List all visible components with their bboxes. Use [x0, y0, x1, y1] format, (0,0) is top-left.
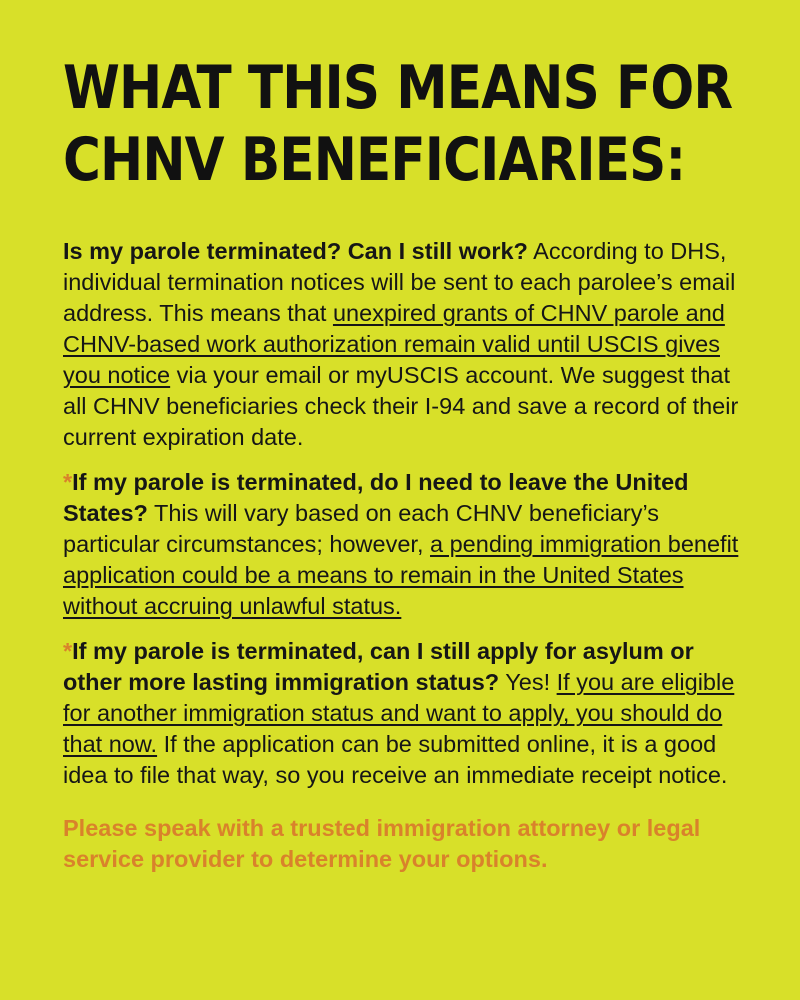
faq-item-leave	[63, 467, 740, 622]
asterisk-marker: *	[63, 638, 73, 664]
faq-question: If my parole is terminated, do I need to leave the United States?	[63, 469, 689, 526]
asterisk-marker: *	[63, 469, 73, 495]
faq-answer-emphasis: a pending immigration benefit application could be a means to remain in the United States without accruing unlawful status.	[63, 531, 739, 619]
faq-answer-emphasis: If you are eligible for another immigration status and want to apply, you should do that now.	[63, 669, 735, 757]
faq-answer-text: If the application can be submitted online, it is a good idea to file that way, so you receive an immediate receipt notice.	[63, 731, 728, 788]
faq-answer-text: This will vary based on each CHNV beneficiary’s particular circumstances; however,	[63, 500, 660, 557]
faq-item-asylum	[63, 636, 740, 791]
body-content	[63, 236, 740, 791]
faq-answer-emphasis: unexpired grants of CHNV parole and CHNV-based work authorization remain valid until USCIS gives you notice	[63, 300, 725, 388]
faq-question: Is my parole terminated? Can I still work?	[63, 238, 528, 264]
faq-answer-text: According to DHS, individual termination notices will be sent to each parolee’s email address. This means that	[63, 238, 736, 326]
attorney-callout: Please speak with a trusted immigration attorney or legal service provider to determine your options.	[63, 815, 701, 872]
faq-answer-text: Yes!	[499, 669, 557, 695]
page-title	[63, 52, 733, 196]
title-line-2: CHNV BENEFICIARIES:	[63, 125, 686, 195]
faq-item-work	[63, 236, 740, 453]
faq-answer-text: via your email or myUSCIS account. We suggest that all CHNV beneficiaries check their I-94 and save a record of their current expiration date.	[63, 362, 739, 450]
faq-question: If my parole is terminated, can I still apply for asylum or other more lasting immigration status?	[63, 638, 694, 695]
title-line-1: WHAT THIS MEANS FOR	[63, 53, 733, 123]
